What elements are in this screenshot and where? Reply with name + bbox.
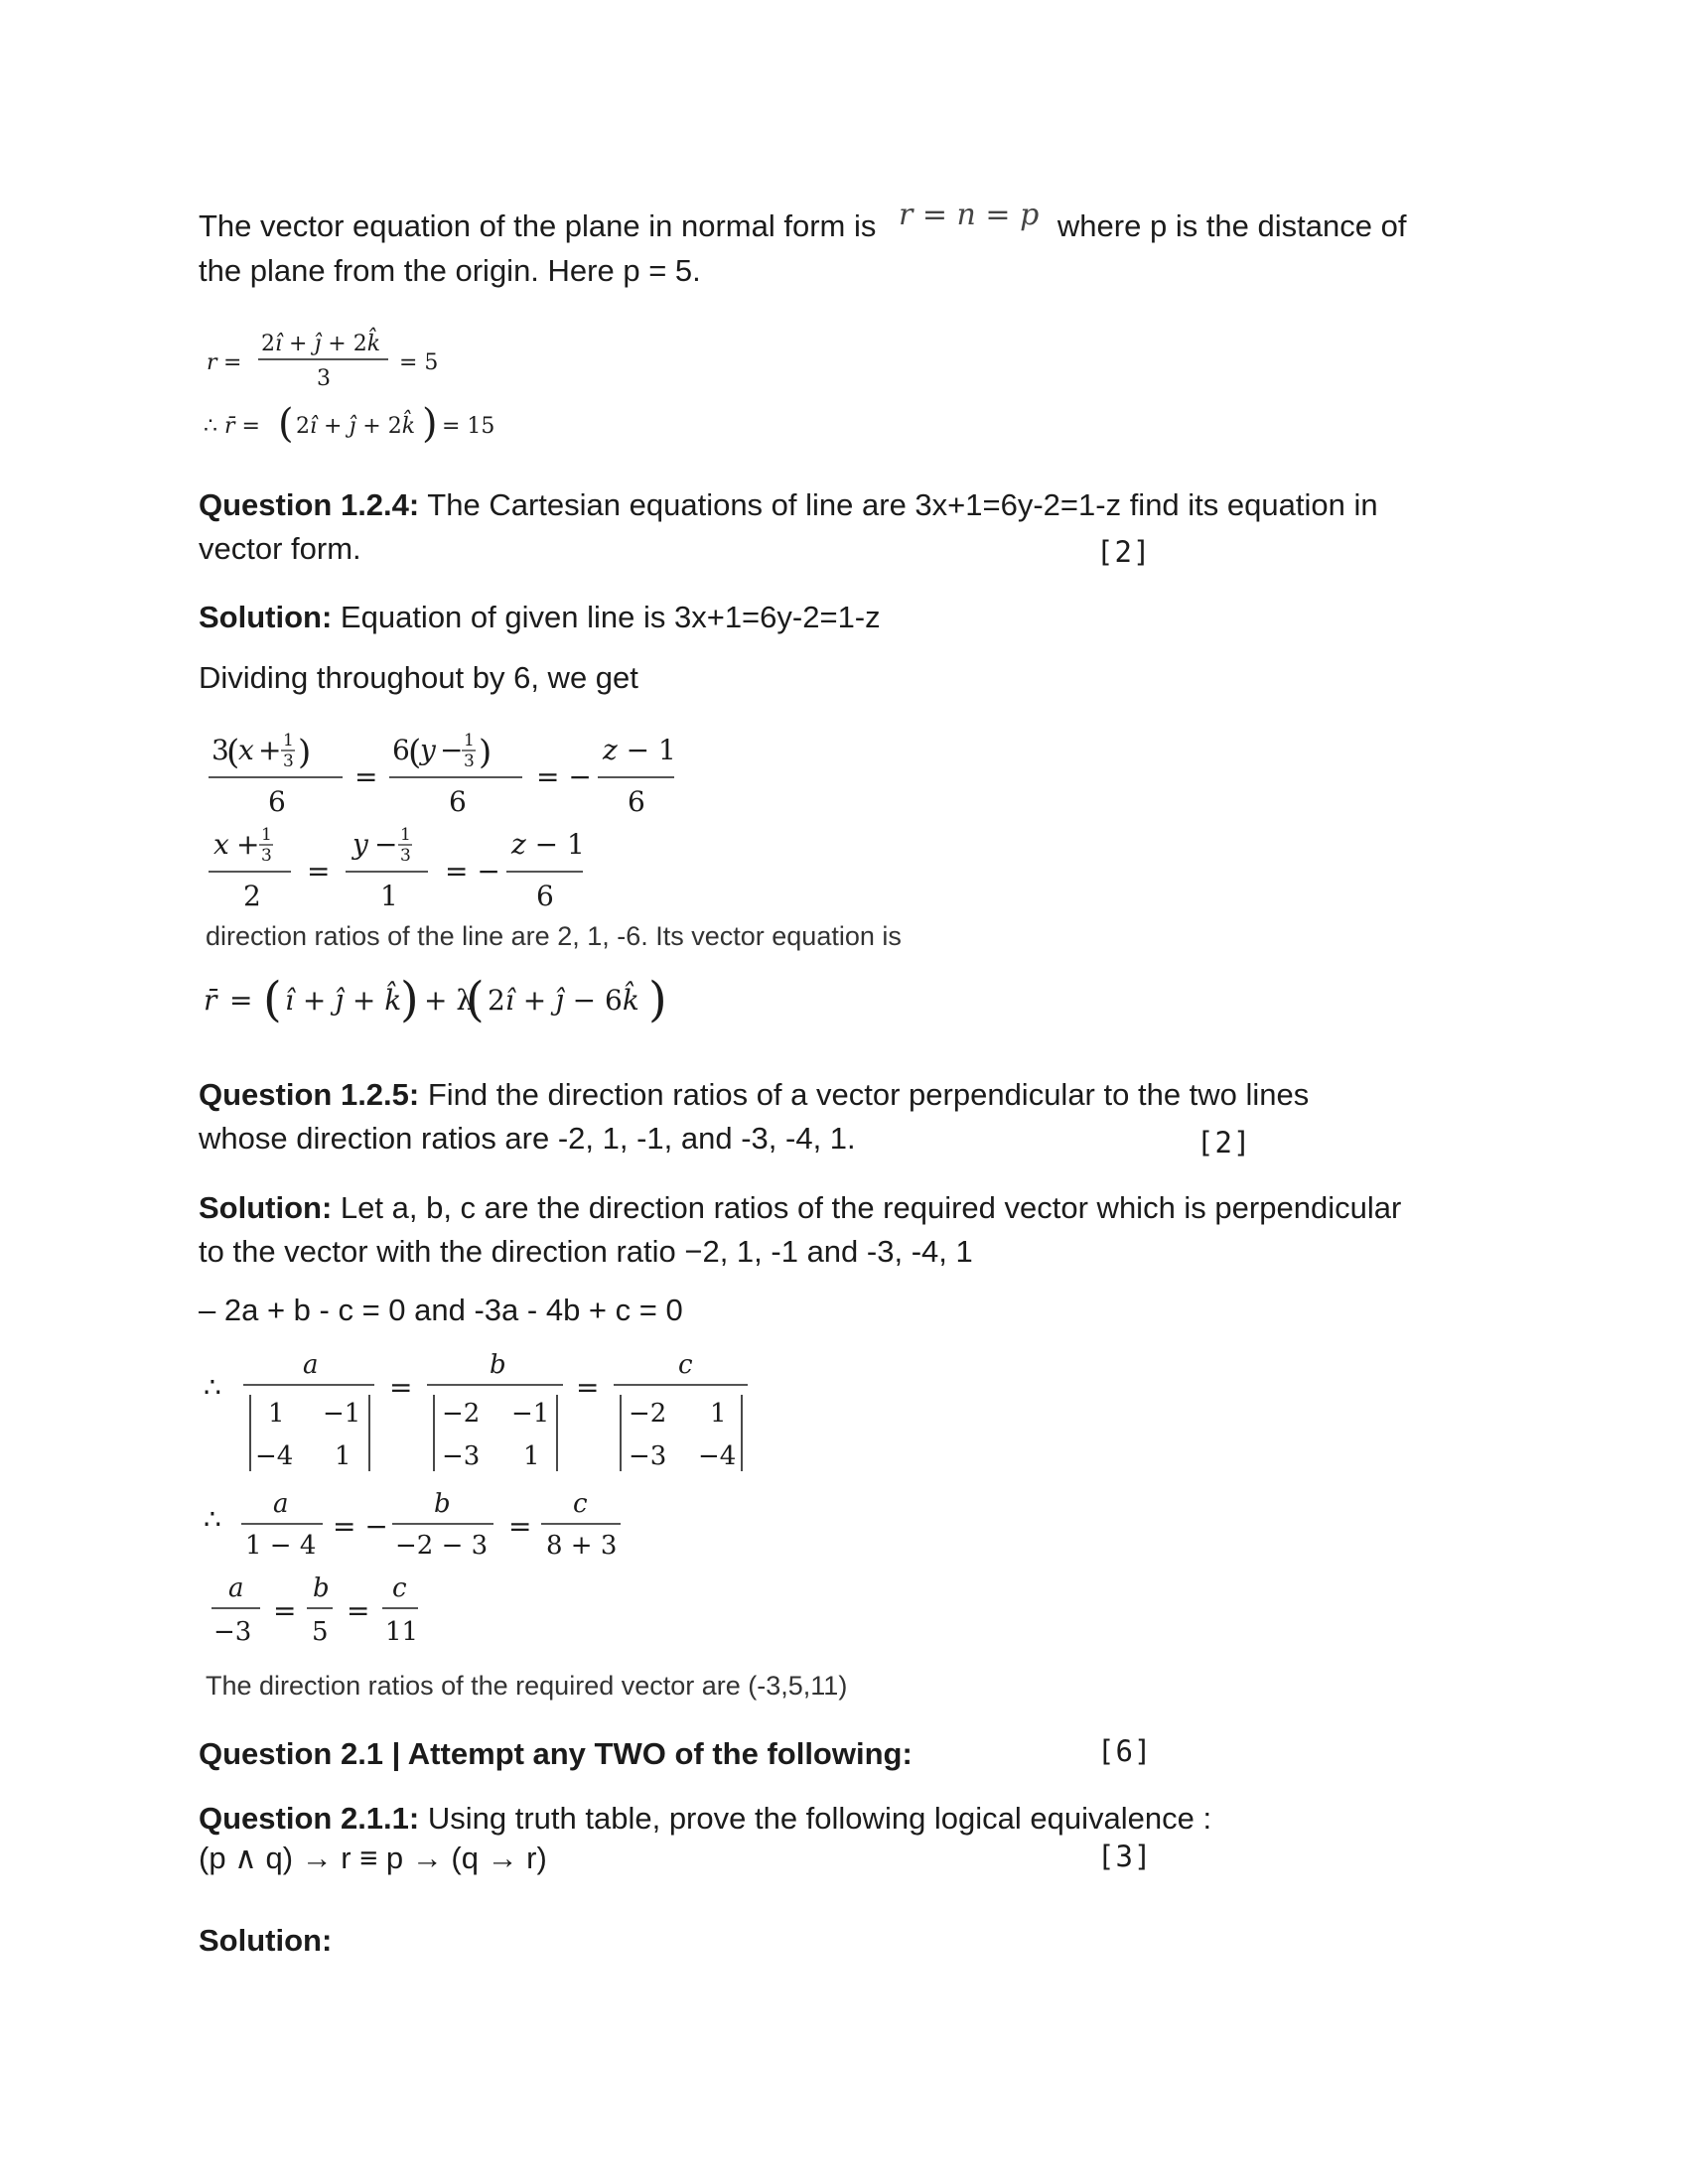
determinant-equation (204, 1345, 760, 1479)
svg-text:2: 2 (243, 880, 261, 912)
svg-text:2î + ĵ − 6k̂: 2î + ĵ − 6k̂ (488, 984, 639, 1017)
svg-text:(: ( (226, 733, 240, 772)
marks-badge: [6] (1097, 1734, 1153, 1768)
svg-text:=: = (389, 1371, 413, 1404)
svg-text:a: a (273, 1489, 289, 1519)
question-2-1-1 (199, 1797, 1489, 1841)
vector-equation (204, 968, 720, 1037)
solution-label: Solution: (199, 1190, 333, 1225)
svg-text:∴ r̄ =: ∴ r̄ = (204, 414, 260, 439)
question-label: Question 1.2.4: (199, 487, 420, 522)
svg-text:3: 3 (400, 846, 411, 866)
svg-text:c: c (678, 1350, 693, 1380)
question-1-2-4 (199, 483, 1489, 571)
solution-label: Solution: (199, 600, 333, 634)
svg-text:): ) (298, 733, 312, 772)
svg-text:(: ( (263, 972, 282, 1027)
svg-text:1: 1 (400, 825, 411, 845)
plane-text-b: where p is the distance of (1056, 208, 1407, 243)
svg-text:a: a (303, 1350, 319, 1380)
svg-text:+ λ: + λ (424, 984, 475, 1017)
svg-text:z − 1: z − 1 (511, 828, 585, 861)
svg-text:= −: = − (445, 855, 500, 887)
svg-text:1 − 4: 1 − 4 (245, 1531, 317, 1561)
svg-text:−: − (374, 828, 398, 861)
svg-text:a: a (228, 1573, 244, 1603)
svg-text:1: 1 (380, 880, 398, 912)
svg-text:î + ĵ + k̂: î + ĵ + k̂ (285, 984, 402, 1017)
svg-text:6: 6 (268, 785, 286, 818)
svg-text:+: + (258, 734, 282, 766)
svg-text:(: ( (278, 401, 294, 447)
svg-text:= −: = − (536, 760, 592, 793)
plane-text-a: The vector equation of the plane in normal form is (199, 208, 877, 243)
svg-text:6: 6 (392, 734, 410, 766)
marks-badge: [3] (1097, 1840, 1153, 1873)
svg-text:y: y (352, 828, 368, 861)
plane-equation-1 (204, 323, 501, 392)
svg-text:−: − (440, 734, 464, 766)
svg-text:r: r (207, 350, 217, 375)
svg-text:−1: −1 (511, 1399, 550, 1429)
line-equation-1 (204, 720, 700, 819)
svg-text:(: ( (466, 972, 485, 1027)
svg-text:=: = (508, 1510, 532, 1543)
svg-text:=: = (229, 984, 253, 1017)
svg-text:5: 5 (312, 1617, 329, 1647)
svg-text:+: + (236, 828, 260, 861)
svg-text:3: 3 (283, 751, 294, 771)
svg-text:(: ( (408, 733, 422, 772)
svg-text:c: c (392, 1573, 407, 1603)
svg-text:z − 1: z − 1 (603, 734, 676, 766)
svg-text:1: 1 (261, 825, 272, 845)
svg-text:2î + ĵ + 2k̂: 2î + ĵ + 2k̂ (296, 414, 416, 439)
svg-text:−3: −3 (213, 1617, 252, 1647)
svg-text:= 5: = 5 (399, 350, 439, 375)
svg-text:3: 3 (464, 751, 475, 771)
svg-text:): ) (648, 972, 667, 1027)
svg-text:3: 3 (317, 366, 331, 391)
direction-ratios-note: direction ratios of the line are 2, 1, -6. Its vector equation is (206, 921, 902, 951)
svg-text:∴: ∴ (204, 1503, 221, 1536)
svg-text:1: 1 (283, 731, 294, 751)
svg-text:1: 1 (710, 1399, 727, 1429)
svg-text:1: 1 (335, 1441, 352, 1471)
svg-text:=: = (576, 1371, 600, 1404)
linear-equations: – 2a + b - c = 0 and -3a - 4b + c = 0 (199, 1293, 683, 1327)
svg-text:=: = (354, 760, 378, 793)
svg-text:6: 6 (449, 785, 467, 818)
question-text-2: whose direction ratios are -2, 1, -1, and -3, -4, 1. (199, 1121, 856, 1156)
plane-line2: the plane from the origin. Here p = 5. (199, 253, 701, 288)
svg-text:=: = (347, 1594, 370, 1627)
svg-text:= −: = − (333, 1510, 388, 1543)
solution-label: Solution: (199, 1923, 333, 1958)
svg-text:∴: ∴ (204, 1371, 221, 1404)
ratio-equation-2 (204, 1569, 462, 1653)
svg-text:b: b (313, 1573, 330, 1603)
svg-text:b: b (490, 1350, 506, 1380)
svg-text:1: 1 (464, 731, 475, 751)
svg-text:y: y (420, 734, 436, 766)
ratio-equation-1 (204, 1484, 640, 1564)
question-label: Question 2.1.1: (199, 1801, 420, 1836)
svg-text:r̄: r̄ (204, 984, 217, 1017)
svg-text:3: 3 (211, 734, 229, 766)
svg-text:11: 11 (385, 1617, 419, 1647)
svg-text:6: 6 (628, 785, 645, 818)
svg-text:−2 − 3: −2 − 3 (395, 1531, 489, 1561)
svg-text:−2: −2 (442, 1399, 481, 1429)
svg-text:=: = (307, 855, 331, 887)
question-text: Using truth table, prove the following logical equivalence : (427, 1801, 1212, 1836)
svg-text:3: 3 (261, 846, 272, 866)
svg-text:x: x (213, 828, 229, 861)
question-text-2: vector form. (199, 531, 361, 566)
svg-text:1: 1 (523, 1441, 540, 1471)
svg-text:): ) (400, 972, 419, 1027)
svg-text:x: x (238, 734, 254, 766)
svg-text:b: b (434, 1489, 451, 1519)
svg-text:=: = (273, 1594, 297, 1627)
svg-text:6: 6 (536, 880, 554, 912)
question-1-2-5 (199, 1073, 1489, 1160)
inline-formula: r = n = p (899, 198, 1040, 232)
svg-text:): ) (479, 733, 492, 772)
solution-1-2-4 (199, 596, 1489, 639)
dividing-text: Dividing throughout by 6, we get (199, 660, 638, 695)
svg-text:−4: −4 (255, 1441, 294, 1471)
plane-paragraph (199, 198, 1489, 293)
svg-text:1: 1 (268, 1399, 285, 1429)
svg-text:c: c (573, 1489, 588, 1519)
question-2-1-heading: Question 2.1 | Attempt any TWO of the following: (199, 1736, 913, 1771)
question-text: The Cartesian equations of line are 3x+1=6y-2=1-z find its equation in (427, 487, 1378, 522)
solution-1-2-5 (199, 1186, 1489, 1274)
result-note: The direction ratios of the required vector are (-3,5,11) (206, 1671, 848, 1701)
line-equation-2 (204, 814, 621, 913)
marks-badge: [2] (1196, 1126, 1252, 1160)
logical-equivalence: (p ∧ q) → r ≡ p → (q → r) (199, 1841, 547, 1875)
svg-text:=: = (223, 350, 242, 375)
svg-text:8 + 3: 8 + 3 (546, 1531, 618, 1561)
svg-text:−4: −4 (698, 1441, 737, 1471)
solution-text: Equation of given line is 3x+1=6y-2=1-z (340, 600, 881, 634)
plane-equation-2 (204, 397, 521, 457)
solution-text: Let a, b, c are the direction ratios of the required vector which is perpendicular (340, 1190, 1402, 1225)
question-text: Find the direction ratios of a vector perpendicular to the two lines (427, 1077, 1310, 1112)
svg-text:−3: −3 (629, 1441, 667, 1471)
svg-text:): ) (422, 401, 438, 447)
svg-text:= 15: = 15 (442, 414, 495, 439)
svg-text:−3: −3 (442, 1441, 481, 1471)
svg-text:−1: −1 (323, 1399, 361, 1429)
solution-text-2: to the vector with the direction ratio −2, 1, -1 and -3, -4, 1 (199, 1234, 973, 1269)
svg-text:2î + ĵ + 2k̂: 2î + ĵ + 2k̂ (261, 332, 381, 356)
svg-text:−2: −2 (629, 1399, 667, 1429)
question-label: Question 1.2.5: (199, 1077, 420, 1112)
marks-badge: [2] (1096, 535, 1152, 569)
